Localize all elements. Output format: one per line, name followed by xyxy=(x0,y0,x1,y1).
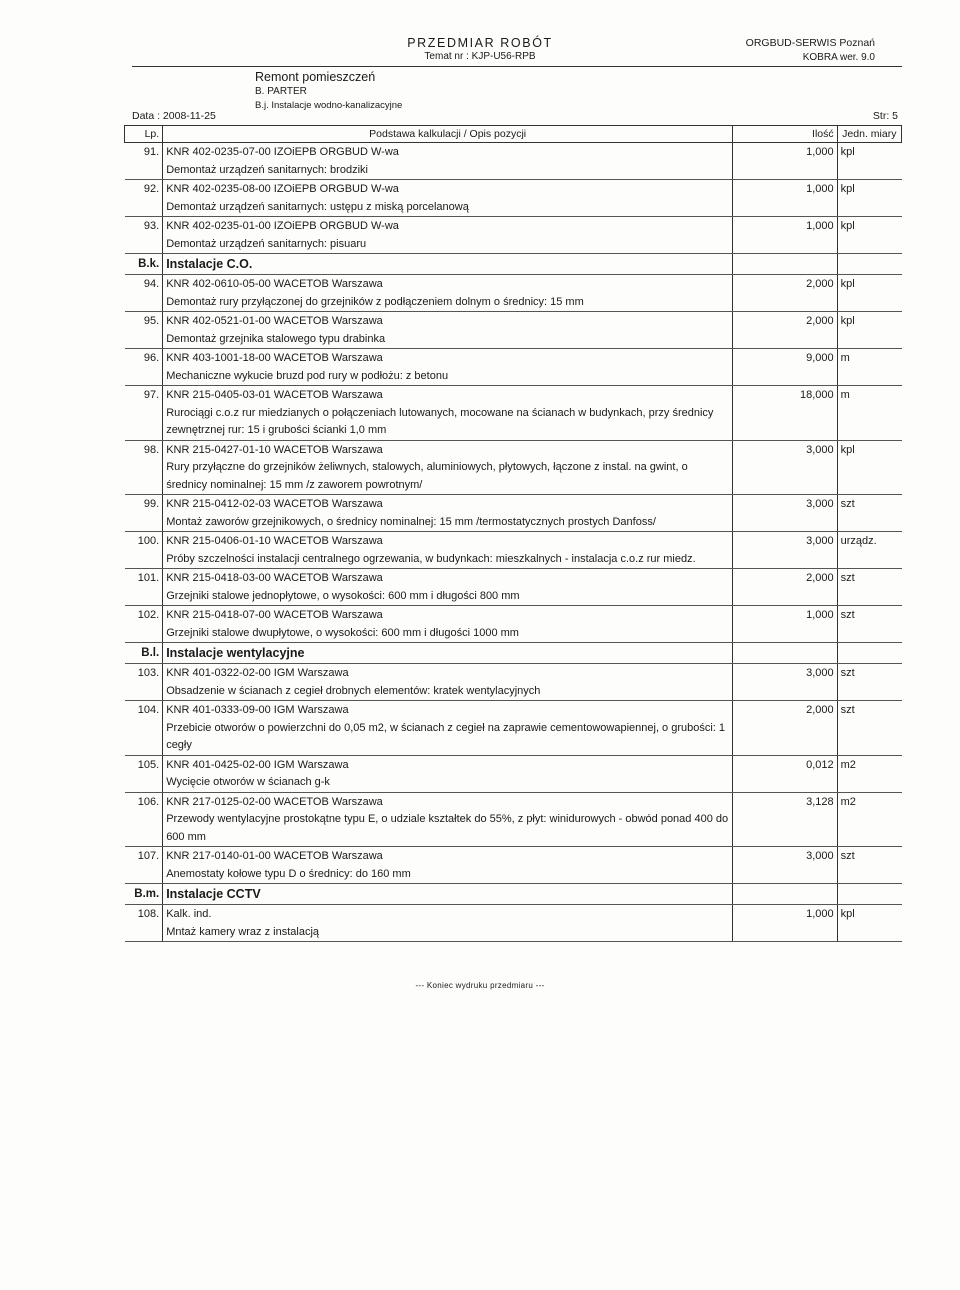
item-number-cont xyxy=(125,236,163,254)
table-row-description xyxy=(125,459,902,495)
item-description: Demontaż grzejnika stalowego typu drabinka xyxy=(163,331,733,349)
item-number: 102. xyxy=(125,606,163,625)
item-number-cont xyxy=(125,405,163,441)
calc-basis: KNR 215-0405-03-01 WACETOB Warszawa xyxy=(166,389,383,401)
item-number: 95. xyxy=(125,312,163,331)
item-description: Grzejniki stalowe dwupłytowe, o wysokości: 600 mm i długości 1000 mm xyxy=(163,625,733,643)
table-row xyxy=(125,792,902,811)
bill-of-quantities-table xyxy=(124,125,902,942)
calc-basis: KNR 403-1001-18-00 WACETOB Warszawa xyxy=(166,352,383,364)
calc-basis: Kalk. ind. xyxy=(166,908,212,920)
section-title: Instalacje C.O. xyxy=(163,254,733,275)
calc-basis: KNR 217-0125-02-00 WACETOB Warszawa xyxy=(166,795,383,808)
item-quantity-cont xyxy=(733,405,838,441)
item-unit-cont xyxy=(837,588,901,606)
item-number: 100. xyxy=(125,532,163,551)
item-quantity: 3,128 xyxy=(733,792,838,811)
table-row xyxy=(125,664,902,683)
item-unit: kpl xyxy=(840,443,855,456)
item-description: Mechaniczne wykucie bruzd pod rury w podłożu: z betonu xyxy=(163,368,733,386)
calc-basis: KNR 402-0521-01-00 WACETOB Warszawa xyxy=(166,315,383,327)
item-unit: m2 xyxy=(840,795,856,808)
item-description: Wycięcie otworów w ścianach g-k xyxy=(163,774,733,792)
table-row xyxy=(125,275,902,294)
item-description: Montaż zaworów grzejnikowych, o średnicy nominalnej: 15 mm /termostatycznych prostych Danfoss/ xyxy=(163,514,733,532)
item-number-cont xyxy=(125,294,163,312)
item-description: Demontaż urządzeń sanitarnych: pisuaru xyxy=(163,236,733,254)
item-unit: m xyxy=(840,352,850,364)
item-unit: kpl xyxy=(840,146,855,158)
item-unit: kpl xyxy=(840,908,855,920)
item-quantity-cont xyxy=(733,774,838,792)
table-row-description xyxy=(125,514,902,532)
item-number: 94. xyxy=(125,275,163,294)
table-row xyxy=(125,847,902,866)
table-row-description xyxy=(125,162,902,180)
section-title: Instalacje wentylacyjne xyxy=(163,643,733,664)
table-row-description xyxy=(125,588,902,606)
item-unit-cont xyxy=(837,811,901,847)
item-unit: m2 xyxy=(840,758,856,771)
section-code: B.l. xyxy=(125,643,163,664)
item-number-cont xyxy=(125,866,163,884)
item-unit-cont xyxy=(837,368,901,386)
item-number-cont xyxy=(125,199,163,217)
item-number: 101. xyxy=(125,569,163,588)
item-number-cont xyxy=(125,625,163,643)
item-quantity-cont xyxy=(733,924,838,942)
item-description: Anemostaty kołowe typu D o średnicy: do 160 mm xyxy=(163,866,733,884)
item-number-cont xyxy=(125,683,163,701)
item-number-cont xyxy=(125,588,163,606)
item-quantity: 2,000 xyxy=(733,569,838,588)
item-quantity: 18,000 xyxy=(733,386,838,405)
item-unit-cont xyxy=(837,514,901,532)
table-row xyxy=(125,217,902,236)
table-row-description xyxy=(125,811,902,847)
item-description: Rurociągi c.o.z rur miedzianych o połączeniach lutowanych, mocowane na ścianach w budynkach, przy średnicy zewnętrznej rur: 15 i grubości ścianki 1,0 mm xyxy=(163,405,733,441)
item-unit: kpl xyxy=(840,278,855,290)
item-unit-cont xyxy=(837,866,901,884)
calc-basis: KNR 402-0235-01-00 IZOiEPB ORGBUD W-wa xyxy=(166,220,399,232)
item-quantity-cont xyxy=(733,199,838,217)
project-name: Remont pomieszczeń xyxy=(255,70,376,84)
item-quantity: 0,012 xyxy=(733,755,838,774)
item-number: 105. xyxy=(125,755,163,774)
item-quantity: 3,000 xyxy=(733,532,838,551)
item-unit-cont xyxy=(837,774,901,792)
item-quantity: 3,000 xyxy=(733,847,838,866)
item-number: 104. xyxy=(125,701,163,720)
document-subject: Temat nr : KJP-U56-RPB xyxy=(424,51,536,62)
item-unit: kpl xyxy=(840,183,855,195)
item-unit: szt xyxy=(840,667,855,679)
item-quantity: 3,000 xyxy=(733,495,838,514)
item-number: 91. xyxy=(125,143,163,162)
calc-basis: KNR 401-0322-02-00 IGM Warszawa xyxy=(166,667,349,679)
table-row xyxy=(125,606,902,625)
item-number-cont xyxy=(125,459,163,495)
table-row-description xyxy=(125,405,902,441)
item-unit: m xyxy=(840,389,850,401)
item-unit-cont xyxy=(837,551,901,569)
item-number: 98. xyxy=(125,440,163,459)
item-description: Rury przyłączne do grzejników żeliwnych, stalowych, aluminiowych, płytowych, łączone z instal. na gwint, o średnicy nominalnej: 15 mm /z zaworem powrotnym/ xyxy=(163,459,733,495)
table-row xyxy=(125,312,902,331)
item-number: 108. xyxy=(125,905,163,924)
table-row-description xyxy=(125,720,902,756)
item-quantity-cont xyxy=(733,683,838,701)
section-title: Instalacje CCTV xyxy=(163,884,733,905)
col-header-unit: Jedn. miary xyxy=(837,126,901,143)
item-quantity: 1,000 xyxy=(733,143,838,162)
section-qty-empty xyxy=(733,884,838,905)
item-description: Próby szczelności instalacji centralnego ogrzewania, w budynkach: mieszkalnych - instalacja c.o.z rur miedz. xyxy=(163,551,733,569)
table-row xyxy=(125,569,902,588)
calc-basis: KNR 402-0610-05-00 WACETOB Warszawa xyxy=(166,278,383,290)
calc-basis: KNR 402-0235-08-00 IZOiEPB ORGBUD W-wa xyxy=(166,183,399,195)
item-description: Przewody wentylacyjne prostokątne typu E, o udziale kształtek do 55%, z płyt: winidurowych - obwód ponad 400 do 600 mm xyxy=(163,811,733,847)
item-quantity: 1,000 xyxy=(733,606,838,625)
item-quantity-cont xyxy=(733,236,838,254)
item-number: 107. xyxy=(125,847,163,866)
col-header-qty: Ilość xyxy=(733,126,838,143)
calc-basis: KNR 215-0418-07-00 WACETOB Warszawa xyxy=(166,609,383,621)
item-number: 92. xyxy=(125,180,163,199)
software-version: KOBRA wer. 9.0 xyxy=(802,52,875,63)
item-number-cont xyxy=(125,551,163,569)
table-row xyxy=(125,495,902,514)
item-quantity: 2,000 xyxy=(733,701,838,720)
table-row xyxy=(125,701,902,720)
item-quantity: 3,000 xyxy=(733,440,838,459)
item-number-cont xyxy=(125,162,163,180)
item-number: 96. xyxy=(125,349,163,368)
item-quantity-cont xyxy=(733,514,838,532)
section-unit-empty xyxy=(837,884,901,905)
item-quantity-cont xyxy=(733,294,838,312)
table-row-description xyxy=(125,625,902,643)
calc-basis: KNR 215-0412-02-03 WACETOB Warszawa xyxy=(166,498,383,510)
company-name: ORGBUD-SERWIS Poznań xyxy=(745,37,875,49)
table-row-description xyxy=(125,866,902,884)
item-unit: szt xyxy=(840,609,855,621)
calc-basis: KNR 402-0235-07-00 IZOiEPB ORGBUD W-wa xyxy=(166,146,399,158)
item-unit-cont xyxy=(837,625,901,643)
section-unit-empty xyxy=(837,643,901,664)
table-row-description xyxy=(125,774,902,792)
item-quantity: 9,000 xyxy=(733,349,838,368)
item-quantity-cont xyxy=(733,459,838,495)
item-unit: szt xyxy=(840,704,855,716)
table-header-row xyxy=(125,126,902,143)
item-unit-cont xyxy=(837,331,901,349)
col-header-lp: Lp. xyxy=(125,126,163,143)
item-unit-cont xyxy=(837,199,901,217)
item-quantity: 1,000 xyxy=(733,180,838,199)
item-quantity-cont xyxy=(733,588,838,606)
calc-basis: KNR 217-0140-01-00 WACETOB Warszawa xyxy=(166,850,383,862)
section-qty-empty xyxy=(733,254,838,275)
table-row xyxy=(125,532,902,551)
table-row-description xyxy=(125,551,902,569)
item-number-cont xyxy=(125,924,163,942)
item-number: 93. xyxy=(125,217,163,236)
section-row xyxy=(125,254,902,275)
item-quantity: 2,000 xyxy=(733,312,838,331)
item-quantity-cont xyxy=(733,331,838,349)
item-number: 106. xyxy=(125,792,163,811)
header-divider xyxy=(132,66,902,67)
table-row-description xyxy=(125,199,902,217)
calc-basis: KNR 215-0427-01-10 WACETOB Warszawa xyxy=(166,443,383,456)
section-row xyxy=(125,884,902,905)
page-number: Str: 5 xyxy=(872,110,898,122)
section-label: B.j. Instalacje wodno-kanalizacyjne xyxy=(255,100,403,111)
item-quantity: 1,000 xyxy=(733,905,838,924)
item-quantity-cont xyxy=(733,551,838,569)
item-quantity-cont xyxy=(733,720,838,756)
item-quantity-cont xyxy=(733,866,838,884)
table-row-description xyxy=(125,924,902,942)
table-row-description xyxy=(125,683,902,701)
item-description: Demontaż rury przyłączonej do grzejników z podłączeniem dolnym o średnicy: 15 mm xyxy=(163,294,733,312)
item-unit-cont xyxy=(837,924,901,942)
table-row xyxy=(125,755,902,774)
table-body xyxy=(125,143,902,942)
table-row xyxy=(125,349,902,368)
item-number-cont xyxy=(125,720,163,756)
item-unit: kpl xyxy=(840,220,855,232)
table-row xyxy=(125,386,902,405)
item-description: Demontaż urządzeń sanitarnych: brodziki xyxy=(163,162,733,180)
print-date: Data : 2008-11-25 xyxy=(132,110,216,122)
table-row-description xyxy=(125,331,902,349)
end-of-printout: --- Koniec wydruku przedmiaru --- xyxy=(415,981,545,990)
item-quantity-cont xyxy=(733,162,838,180)
item-description: Demontaż urządzeń sanitarnych: ustępu z miską porcelanową xyxy=(163,199,733,217)
item-quantity: 3,000 xyxy=(733,664,838,683)
item-quantity-cont xyxy=(733,368,838,386)
section-row xyxy=(125,643,902,664)
item-number-cont xyxy=(125,368,163,386)
item-number: 99. xyxy=(125,495,163,514)
item-unit-cont xyxy=(837,720,901,756)
item-unit-cont xyxy=(837,683,901,701)
item-unit: szt xyxy=(840,572,855,584)
table-row xyxy=(125,905,902,924)
item-quantity: 1,000 xyxy=(733,217,838,236)
item-unit-cont xyxy=(837,162,901,180)
item-unit-cont xyxy=(837,236,901,254)
table-row xyxy=(125,143,902,162)
item-number: 103. xyxy=(125,664,163,683)
calc-basis: KNR 401-0425-02-00 IGM Warszawa xyxy=(166,758,349,771)
item-unit: kpl xyxy=(840,315,855,327)
item-quantity: 2,000 xyxy=(733,275,838,294)
item-quantity-cont xyxy=(733,811,838,847)
item-quantity-cont xyxy=(733,625,838,643)
item-unit-cont xyxy=(837,405,901,441)
col-header-desc: Podstawa kalkulacji / Opis pozycji xyxy=(163,126,733,143)
item-description: Obsadzenie w ścianach z cegieł drobnych elementów: kratek wentylacyjnych xyxy=(163,683,733,701)
table-row-description xyxy=(125,236,902,254)
item-unit-cont xyxy=(837,459,901,495)
document-title: PRZEDMIAR ROBÓT xyxy=(407,36,553,50)
item-description: Przebicie otworów o powierzchni do 0,05 m2, w ścianach z cegieł na zaprawie cementowowapiennej, o grubości: 1 cegły xyxy=(163,720,733,756)
calc-basis: KNR 401-0333-09-00 IGM Warszawa xyxy=(166,704,349,716)
item-description: Mntaż kamery wraz z instalacją xyxy=(163,924,733,942)
item-number-cont xyxy=(125,774,163,792)
item-number-cont xyxy=(125,514,163,532)
table-row-description xyxy=(125,368,902,386)
table-row-description xyxy=(125,294,902,312)
item-number: 97. xyxy=(125,386,163,405)
calc-basis: KNR 215-0418-03-00 WACETOB Warszawa xyxy=(166,572,383,584)
section-code: B.k. xyxy=(125,254,163,275)
item-number-cont xyxy=(125,811,163,847)
section-code: B.m. xyxy=(125,884,163,905)
section-unit-empty xyxy=(837,254,901,275)
table-row xyxy=(125,440,902,459)
section-qty-empty xyxy=(733,643,838,664)
item-unit-cont xyxy=(837,294,901,312)
floor-label: B. PARTER xyxy=(255,86,307,97)
item-unit: urządz. xyxy=(840,535,877,547)
item-description: Grzejniki stalowe jednopłytowe, o wysokości: 600 mm i długości 800 mm xyxy=(163,588,733,606)
item-number-cont xyxy=(125,331,163,349)
calc-basis: KNR 215-0406-01-10 WACETOB Warszawa xyxy=(166,535,383,547)
item-unit: szt xyxy=(840,850,855,862)
item-unit: szt xyxy=(840,498,855,510)
table-row xyxy=(125,180,902,199)
